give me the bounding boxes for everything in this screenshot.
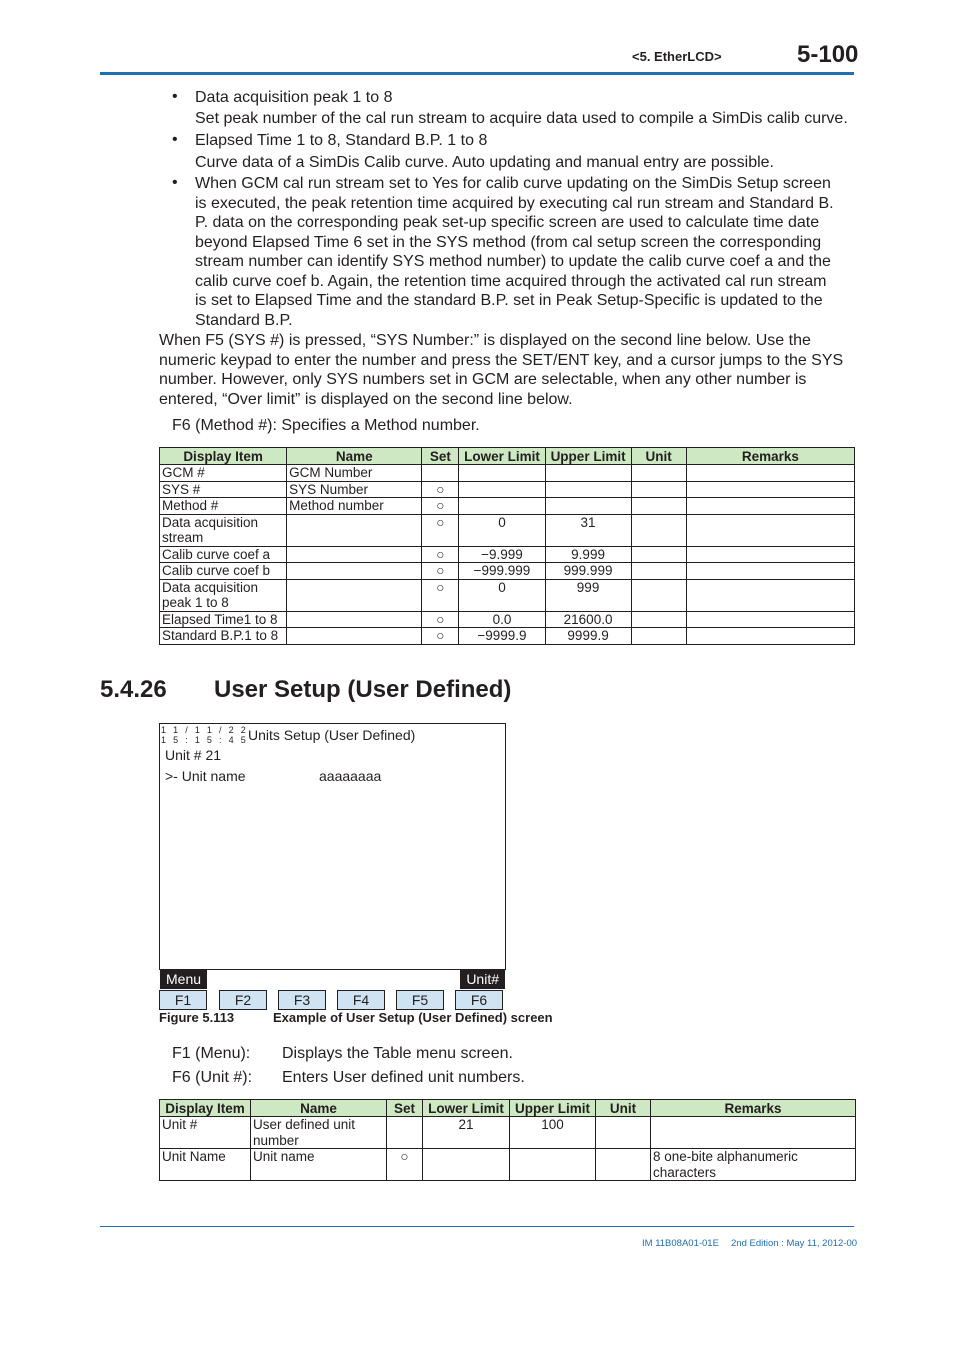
time-readout: 1 5 : 1 5 : 4 5 <box>161 735 249 745</box>
cell-text-line: SYS Number <box>289 481 368 497</box>
remarks-cell <box>686 628 854 645</box>
name-cell <box>287 579 422 611</box>
text-line: P. data on the corresponding peak set-up specific screen are used to calculate time date <box>195 214 820 231</box>
f6-method-description: F6 (Method #): Specifies a Method number. <box>172 417 480 434</box>
figure-caption-text: Example of User Setup (User Defined) screen <box>273 1010 553 1025</box>
column-header: Display Item <box>160 448 287 465</box>
cell-text-line: GCM # <box>162 465 205 480</box>
bullet-marker: • <box>172 88 178 105</box>
text-line: entered, “Over limit” is displayed on the second line below. <box>159 390 573 408</box>
cell-text-line: 999 <box>576 579 600 595</box>
text-line: When F5 (SYS #) is pressed, “SYS Number:” is displayed on the second line below. Use the <box>159 332 811 349</box>
f3-key[interactable]: F3 <box>278 990 326 1010</box>
unit-name-label: >- Unit name <box>165 768 246 784</box>
table-row <box>160 611 855 628</box>
remarks-cell <box>686 563 854 580</box>
display-item-cell <box>160 611 287 628</box>
cell-text-line: ○ <box>436 481 445 497</box>
column-header: Unit <box>596 1100 651 1117</box>
lower-limit-cell <box>423 1149 510 1181</box>
lower-limit-cell <box>459 611 545 628</box>
upper-limit-cell <box>545 611 631 628</box>
cell-text-line: 21 <box>458 1117 474 1132</box>
set-cell <box>422 514 459 546</box>
name-cell <box>287 498 422 515</box>
set-cell <box>387 1149 423 1181</box>
table-row <box>160 579 855 611</box>
bullet-marker: • <box>172 131 178 148</box>
column-header: Display Item <box>160 1100 251 1117</box>
text-line: stream number can identify SYS method number) to update the calib curve coef a and the <box>195 253 831 270</box>
unit-cell <box>631 498 686 515</box>
bullet-1-body: Set peak number of the cal run stream to acquire data used to compile a SimDis calib curve. <box>195 110 848 127</box>
cell-text-line: Unit # <box>162 1117 198 1132</box>
lower-limit-cell <box>459 628 545 645</box>
name-cell <box>251 1117 387 1149</box>
upper-limit-cell <box>545 465 631 482</box>
cell-text-line: stream <box>162 530 204 545</box>
name-cell <box>287 611 422 628</box>
column-header: Unit <box>631 448 686 465</box>
table-header-row <box>160 1100 856 1117</box>
unit-cell <box>631 514 686 546</box>
upper-limit-cell <box>545 628 631 645</box>
f1-key[interactable]: F1 <box>159 990 207 1010</box>
bullet-3-paragraph <box>195 174 834 330</box>
column-header: Lower Limit <box>459 448 545 465</box>
upper-limit-cell <box>545 546 631 563</box>
cell-text-line: −999.999 <box>473 563 531 578</box>
cell-text-line: 100 <box>541 1117 564 1132</box>
display-item-cell <box>160 481 287 498</box>
cell-text-line: 999.999 <box>563 563 613 578</box>
menu-softkey-label: Menu <box>160 969 207 989</box>
page-number: 5-100 <box>797 41 859 68</box>
cell-text-line: 8 one-bite alphanumeric <box>653 1149 798 1164</box>
unit-cell <box>631 628 686 645</box>
display-item-cell <box>160 546 287 563</box>
unit-cell <box>631 579 686 611</box>
f6-key[interactable]: F6 <box>455 990 503 1010</box>
set-cell <box>387 1117 423 1149</box>
column-header: Set <box>387 1100 423 1117</box>
figure-number: Figure 5.113 <box>159 1010 235 1025</box>
f5-paragraph <box>159 331 843 409</box>
bullet-2-body: Curve data of a SimDis Calib curve. Auto updating and manual entry are possible. <box>195 154 774 171</box>
cell-text-line: 0 <box>498 579 506 595</box>
upper-limit-cell <box>545 514 631 546</box>
column-header: Lower Limit <box>423 1100 510 1117</box>
table-row <box>160 628 855 645</box>
lower-limit-cell <box>459 481 545 498</box>
cell-text-line: ○ <box>436 628 445 643</box>
f1-key-name: F1 (Menu): <box>172 1045 251 1062</box>
cell-text-line: ○ <box>436 546 445 562</box>
remarks-cell <box>686 546 854 563</box>
cell-text-line: peak 1 to 8 <box>162 595 229 610</box>
text-line: is executed, the peak retention time acquired by executing cal run stream and Standard B. <box>195 194 834 212</box>
text-line: When GCM cal run stream set to Yes for calib curve updating on the SimDis Setup screen <box>195 175 831 192</box>
name-cell <box>287 465 422 482</box>
edition-info: 2nd Edition : May 11, 2012-00 <box>731 1238 858 1249</box>
cell-text-line: ○ <box>436 563 445 578</box>
cell-text-line: SYS # <box>162 481 201 497</box>
header-rule <box>100 72 854 75</box>
cell-text-line: User defined unit <box>253 1117 356 1132</box>
cell-text-line: Standard B.P.1 to 8 <box>162 628 279 643</box>
cell-text-line: 0 <box>498 514 506 530</box>
display-item-cell <box>160 465 287 482</box>
bullet-1-title: Data acquisition peak 1 to 8 <box>195 89 393 106</box>
table-row <box>160 546 855 563</box>
table-row <box>160 514 855 546</box>
remarks-cell <box>686 579 854 611</box>
unit-cell <box>631 611 686 628</box>
cell-text-line: 31 <box>580 514 596 530</box>
lower-limit-cell <box>459 563 545 580</box>
column-header: Set <box>422 448 459 465</box>
section-title: User Setup (User Defined) <box>214 676 512 703</box>
upper-limit-cell <box>510 1117 596 1149</box>
cell-text-line: ○ <box>400 1149 409 1164</box>
remarks-cell <box>686 498 854 515</box>
column-header: Name <box>251 1100 387 1117</box>
remarks-cell <box>686 611 854 628</box>
bullet-marker: • <box>172 174 178 191</box>
table-row <box>160 1149 856 1181</box>
upper-limit-cell <box>545 498 631 515</box>
lower-limit-cell <box>459 498 545 515</box>
table-row <box>160 563 855 580</box>
f5-key[interactable]: F5 <box>396 990 444 1010</box>
upper-limit-cell <box>510 1149 596 1181</box>
settings-table-unit <box>159 1099 856 1181</box>
display-item-cell <box>160 628 287 645</box>
upper-limit-cell <box>545 481 631 498</box>
set-cell <box>422 498 459 515</box>
cell-text-line: Elapsed Time1 to 8 <box>162 611 278 627</box>
cell-text-line: GCM Number <box>289 465 373 480</box>
table-row <box>160 498 855 515</box>
cell-text-line: Calib curve coef b <box>162 563 271 578</box>
section-number: 5.4.26 <box>100 676 167 703</box>
date-readout: 1 1 / 1 1 / 2 2 <box>161 725 249 735</box>
set-cell <box>422 611 459 628</box>
text-line: calib curve coef b. Again, the retention time acquired through the activated cal run stream <box>195 272 827 290</box>
set-cell <box>422 465 459 482</box>
table-header-row <box>160 448 855 465</box>
table-row <box>160 481 855 498</box>
section-heading <box>100 676 511 704</box>
cell-text-line: Method number <box>289 498 384 513</box>
set-cell <box>422 481 459 498</box>
set-cell <box>422 579 459 611</box>
text-line: is set to Elapsed Time and the standard B.P. set in Peak Setup-Specific is updated to the <box>195 292 823 309</box>
header-section: <5. EtherLCD> <box>632 49 722 64</box>
remarks-cell <box>686 514 854 546</box>
name-cell <box>287 628 422 645</box>
upper-limit-cell <box>545 563 631 580</box>
cell-text-line: −9.999 <box>481 546 523 562</box>
cell-text-line: ○ <box>436 579 445 595</box>
cell-text-line: −9999.9 <box>477 628 527 643</box>
f6-key-description: Enters User defined unit numbers. <box>282 1069 525 1086</box>
remarks-cell <box>651 1149 856 1181</box>
cell-text-line: 0.0 <box>492 611 512 627</box>
name-cell <box>287 481 422 498</box>
lower-limit-cell <box>459 514 545 546</box>
unit-cell <box>631 563 686 580</box>
f6-key-name: F6 (Unit #): <box>172 1069 253 1086</box>
lower-limit-cell <box>423 1117 510 1149</box>
screen-title: Units Setup (User Defined) <box>248 727 416 743</box>
column-header: Upper Limit <box>510 1100 596 1117</box>
name-cell <box>287 563 422 580</box>
display-item-cell <box>160 498 287 515</box>
cell-text-line: Calib curve coef a <box>162 546 271 562</box>
lcd-screen <box>159 723 506 987</box>
column-header: Remarks <box>651 1100 856 1117</box>
display-item-cell <box>160 1117 251 1149</box>
set-cell <box>422 628 459 645</box>
remarks-cell <box>686 481 854 498</box>
cell-text-line: ○ <box>436 611 445 627</box>
f2-key[interactable]: F2 <box>219 990 267 1010</box>
cell-text-line: Unit Name <box>162 1149 226 1164</box>
bullet-2-title: Elapsed Time 1 to 8, Standard B.P. 1 to 8 <box>195 132 488 149</box>
cell-text-line: Unit name <box>253 1149 315 1164</box>
cell-text-line: ○ <box>436 498 445 513</box>
f4-key[interactable]: F4 <box>337 990 385 1010</box>
lower-limit-cell <box>459 546 545 563</box>
unit-number-field[interactable]: Unit # 21 <box>165 747 222 763</box>
name-cell <box>287 514 422 546</box>
cell-text-line: number <box>253 1132 299 1148</box>
settings-table-method <box>159 447 855 645</box>
cell-text-line: Method # <box>162 498 219 513</box>
text-line: beyond Elapsed Time 6 set in the SYS method (from cal setup screen the corresponding <box>195 233 822 251</box>
display-item-cell <box>160 563 287 580</box>
unit-cell <box>631 465 686 482</box>
table-row <box>160 465 855 482</box>
name-cell <box>287 546 422 563</box>
set-cell <box>422 563 459 580</box>
cell-text-line: characters <box>653 1164 717 1180</box>
lower-limit-cell <box>459 579 545 611</box>
unit-softkey-label: Unit# <box>460 969 505 989</box>
display-item-cell <box>160 514 287 546</box>
lower-limit-cell <box>459 465 545 482</box>
f1-key-description: Displays the Table menu screen. <box>282 1045 513 1062</box>
footer-rule <box>100 1226 854 1227</box>
document-number: IM 11B08A01-01E <box>642 1238 719 1249</box>
column-header: Name <box>287 448 422 465</box>
unit-name-value[interactable]: aaaaaaaa <box>319 768 382 784</box>
table-row <box>160 1117 856 1149</box>
unit-cell <box>631 481 686 498</box>
cell-text-line: Data acquisition <box>162 579 259 595</box>
text-line: numeric keypad to enter the number and press the SET/ENT key, and a cursor jumps to the SYS <box>159 351 844 369</box>
unit-cell <box>631 546 686 563</box>
remarks-cell <box>651 1117 856 1149</box>
unit-cell <box>596 1149 651 1181</box>
remarks-cell <box>686 465 854 482</box>
cell-text-line: 9999.9 <box>567 628 609 643</box>
upper-limit-cell <box>545 579 631 611</box>
name-cell <box>251 1149 387 1181</box>
set-cell <box>422 546 459 563</box>
cell-text-line: 9.999 <box>571 546 605 562</box>
display-item-cell <box>160 579 287 611</box>
display-item-cell <box>160 1149 251 1181</box>
cell-text-line: ○ <box>436 514 445 530</box>
cell-text-line: 21600.0 <box>563 611 613 627</box>
column-header: Remarks <box>686 448 854 465</box>
cell-text-line: Data acquisition <box>162 514 259 530</box>
text-line: number. However, only SYS numbers set in GCM are selectable, when any other number is <box>159 371 807 388</box>
column-header: Upper Limit <box>545 448 631 465</box>
figure-caption <box>159 1010 553 1025</box>
unit-cell <box>596 1117 651 1149</box>
text-line: Standard B.P. <box>195 311 293 329</box>
